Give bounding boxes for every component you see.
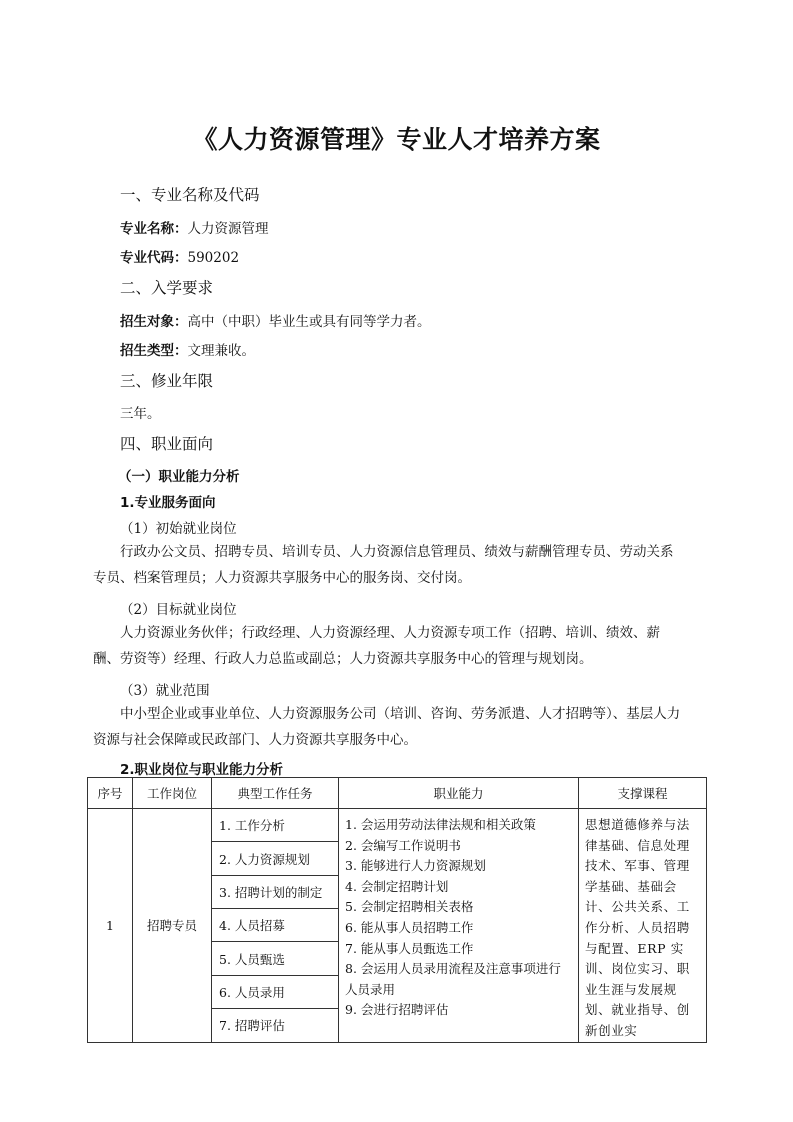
- ability-item: 8. 会运用人员录用流程及注意事项进行人员录用: [345, 961, 561, 997]
- header-tasks: 典型工作任务: [212, 778, 339, 809]
- courses-text: 思想道德修养与法律基础、信息处理技术、军事、管理学基础、基础会计、公共关系、工作分析、人员招聘与配置、ERP 实训、岗位实习、职业生涯与发展规划、就业指导、创新创业实: [585, 817, 690, 1038]
- ability-item: 9. 会进行招聘评估: [345, 1002, 449, 1018]
- duration-value: 三年。: [120, 406, 161, 422]
- task-item: 3. 招聘计划的制定: [212, 875, 339, 908]
- task-item: 1. 工作分析: [212, 809, 339, 842]
- post-ability-table: [87, 777, 707, 1043]
- section-heading-major: 一、专业名称及代码: [120, 186, 260, 204]
- initial-post-title: （1）初始就业岗位: [120, 521, 237, 537]
- ability-item: 5. 会制定招聘相关表格: [345, 899, 474, 915]
- ability-item: 4. 会制定招聘计划: [345, 878, 449, 894]
- subheading-ability-analysis: （一）职业能力分析: [118, 469, 240, 485]
- admission-target-line: [120, 310, 431, 330]
- section-heading-duration: 三、修业年限: [120, 372, 214, 390]
- task-item: 4. 人员招募: [212, 909, 339, 942]
- target-post-title: （2）目标就业岗位: [120, 602, 237, 618]
- admission-type-line: [120, 339, 255, 359]
- header-post: 工作岗位: [133, 778, 212, 809]
- major-name-value: 人力资源管理: [187, 221, 269, 237]
- courses-cell: [579, 809, 707, 1043]
- table-row: [88, 809, 707, 842]
- major-name-line: [120, 217, 269, 237]
- task-item: 6. 人员录用: [212, 975, 339, 1008]
- table-header-row: [88, 778, 707, 809]
- major-code-value: 590202: [187, 250, 240, 266]
- task-item: 7. 招聘评估: [212, 1009, 339, 1042]
- header-seq: 序号: [88, 778, 133, 809]
- row-post: 招聘专员: [133, 809, 212, 1043]
- document-title: 《人力资源管理》专业人才培养方案: [192, 125, 601, 154]
- task-item: 2. 人力资源规划: [212, 842, 339, 875]
- employment-scope-text: 中小型企业或事业单位、人力资源服务公司（培训、咨询、劳务派遣、人才招聘等）、基层人力资源与社会保障或民政部门、人力资源共享服务中心。: [93, 706, 681, 748]
- initial-post-text: 行政办公文员、招聘专员、培训专员、人力资源信息管理员、绩效与薪酬管理专员、劳动关系专员、档案管理员；人力资源共享服务中心的服务岗、交付岗。: [93, 544, 674, 586]
- abilities-cell: [339, 809, 579, 1043]
- admission-target-value: 高中（中职）毕业生或具有同等学力者。: [187, 314, 431, 330]
- subheading-post-ability-analysis: 2.职业岗位与职业能力分析: [120, 762, 284, 778]
- row-seq: 1: [88, 809, 133, 1043]
- employment-scope-title: （3）就业范围: [120, 683, 210, 699]
- ability-item: 7. 能从事人员甄选工作: [345, 940, 474, 956]
- task-item: 5. 人员甄选: [212, 942, 339, 975]
- ability-item: 1. 会运用劳动法律法规和相关政策: [345, 817, 536, 832]
- admission-target-label: 招生对象：: [120, 314, 188, 330]
- admission-type-value: 文理兼收。: [187, 343, 255, 359]
- major-name-label: 专业名称：: [120, 221, 188, 237]
- major-code-line: [120, 246, 239, 266]
- section-heading-career: 四、职业面向: [120, 435, 214, 453]
- header-abilities: 职业能力: [339, 778, 579, 809]
- header-courses: 支撑课程: [579, 778, 707, 809]
- ability-item: 2. 会编写工作说明书: [345, 837, 461, 853]
- subheading-service-orientation: 1.专业服务面向: [120, 495, 216, 511]
- section-heading-admission: 二、入学要求: [120, 279, 214, 297]
- admission-type-label: 招生类型：: [120, 343, 188, 359]
- ability-item: 3. 能够进行人力资源规划: [345, 858, 486, 874]
- ability-item: 6. 能从事人员招聘工作: [345, 919, 474, 935]
- target-post-text: 人力资源业务伙伴；行政经理、人力资源经理、人力资源专项工作（招聘、培训、绩效、薪酬、劳资等）经理、行政人力总监或副总；人力资源共享服务中心的管理与规划岗。: [93, 625, 660, 667]
- major-code-label: 专业代码：: [120, 250, 188, 266]
